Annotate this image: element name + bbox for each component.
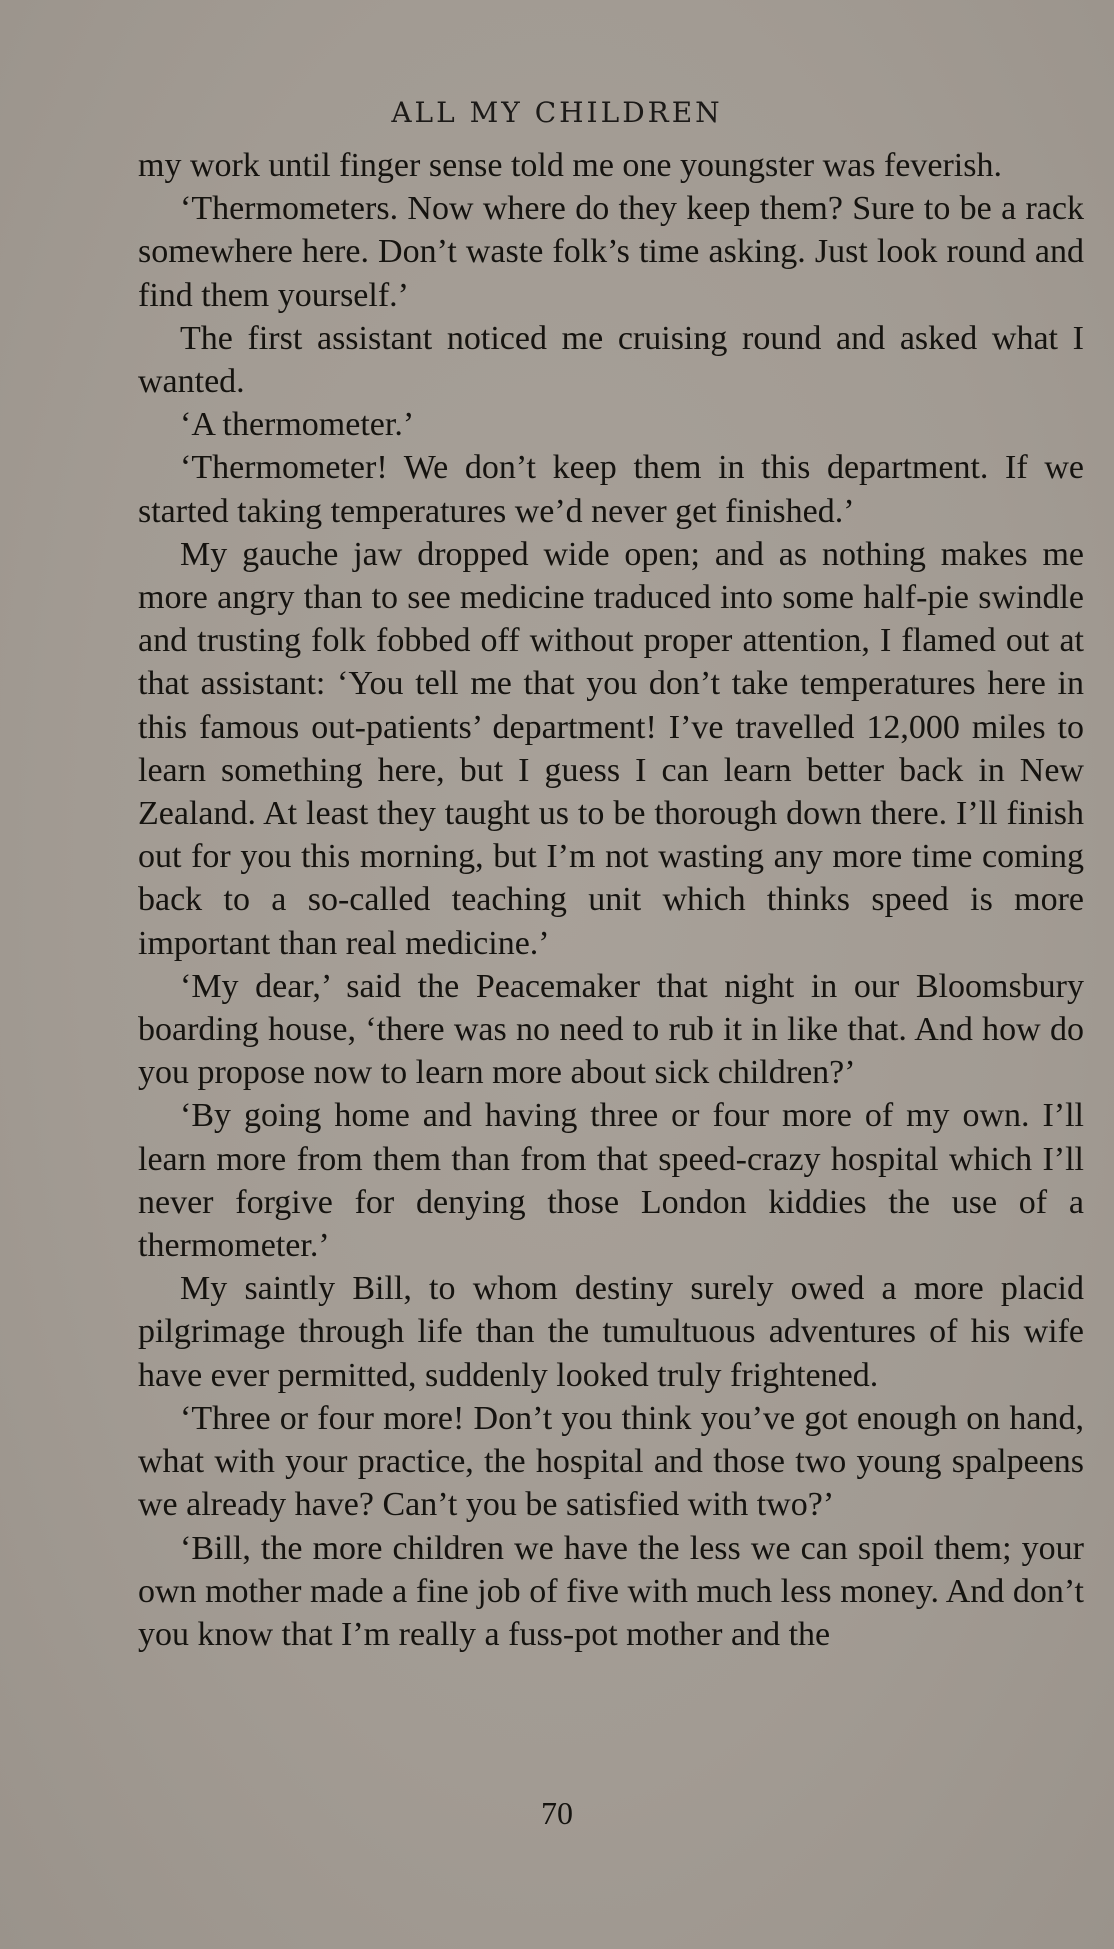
- paragraph: My saintly Bill, to whom destiny surely owed a more placid pilgrimage through life than the tumultuous adventures of his wife have ever permitted, suddenly looked truly frightened.: [138, 1270, 1084, 1394]
- paragraph: My gauche jaw dropped wide open; and as nothing makes me more angry than to see medicine traduced into some half-pie swindle and trusting folk fobbed off without proper attention, I flamed out at that assistant: ‘You tell me that you don’t take temperatures here in this famous out-patients’ department! I’ve travelled 12,000 miles to learn something here, but I guess I can learn better back in New Zealand. At least they taught us to be thorough down there. I’ll finish out for you this morning, but I’m not wasting any more time coming back to a so-called teaching unit which thinks speed is more important than real medicine.’: [138, 535, 1084, 962]
- paragraph: The first assistant noticed me cruising round and asked what I wanted.: [138, 319, 1084, 401]
- running-head: ALL MY CHILDREN: [391, 96, 723, 129]
- paragraph: ‘Thermometers. Now where do they keep them? Sure to be a rack somewhere here. Don’t waste folk’s time asking. Just look round and find them yourself.’: [138, 190, 1084, 314]
- paragraph: ‘Bill, the more children we have the less we can spoil them; your own mother made a fine job of five with much less money. And don’t you know that I’m really a fuss-pot mother and the: [138, 1529, 1084, 1653]
- paragraph: ‘Three or four more! Don’t you think you’ve got enough on hand, what with your practice, the hospital and those two young spalpeens we already have? Can’t you be satisfied with two?’: [138, 1399, 1084, 1524]
- paragraph: my work until finger sense told me one youngster was feverish.: [138, 147, 1002, 184]
- paragraph: ‘Thermometer! We don’t keep them in this department. If we started taking temperatures we’d never get finished.’: [138, 449, 1084, 530]
- paragraph: ‘A thermometer.’: [180, 406, 415, 444]
- body-text: [138, 144, 1084, 1656]
- page-number: 70: [541, 1795, 573, 1831]
- paragraph: ‘My dear,’ said the Peacemaker that night in our Bloomsbury boarding house, ‘there was no need to rub it in like that. And how do you propose now to learn more about sick children?’: [138, 967, 1084, 1092]
- paragraph: ‘By going home and having three or four more of my own. I’ll learn more from them than from that speed-crazy hospital which I’ll never forgive for denying those London kiddies the use of a thermometer.’: [138, 1097, 1084, 1265]
